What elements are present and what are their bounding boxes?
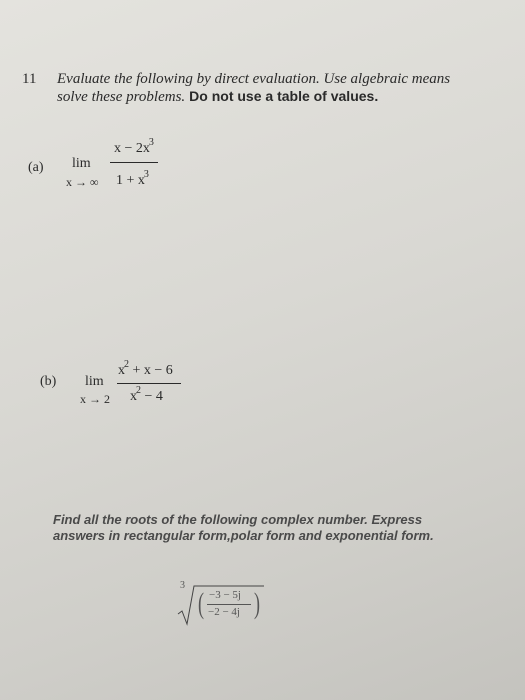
root-index: 3 bbox=[180, 580, 185, 591]
part-b-numerator-rest: + x − 6 bbox=[129, 363, 173, 378]
part-a-lim: lim bbox=[72, 156, 91, 171]
part-b-numerator bbox=[118, 359, 173, 379]
part-b-lim: lim bbox=[85, 374, 104, 389]
instruction-line-1: Evaluate the following by direct evaluation. Use algebraic means bbox=[57, 71, 451, 87]
part-b-fraction-bar bbox=[117, 383, 181, 384]
complex-denominator: −2 − 4j bbox=[208, 606, 240, 618]
complex-instruction-line-1: Find all the roots of the following complex number. Express bbox=[53, 512, 423, 527]
part-b-approach: x → 2 bbox=[80, 392, 110, 406]
part-b-denominator-exp: 2 bbox=[136, 385, 141, 396]
part-a-approach: x → ∞ bbox=[66, 175, 99, 189]
part-a-numerator-text: x − 2x bbox=[114, 141, 150, 156]
part-a-denominator-text: 1 + x bbox=[116, 173, 145, 188]
instruction-line-2: solve these problems. bbox=[57, 89, 186, 105]
part-b-denominator-rest: − 4 bbox=[141, 389, 163, 404]
instruction-line-2-row bbox=[57, 88, 378, 106]
instruction-bold-warning: Do not use a table of values. bbox=[189, 88, 379, 104]
complex-fraction-bar bbox=[207, 604, 251, 605]
complex-instruction-line-2: answers in rectangular form,polar form and exponential form. bbox=[53, 528, 434, 543]
part-a-fraction-bar bbox=[110, 162, 158, 163]
part-b-denominator bbox=[130, 385, 163, 405]
part-b-numerator-exp: 2 bbox=[124, 359, 129, 370]
right-paren: ) bbox=[254, 587, 260, 620]
part-a-numerator-exp: 3 bbox=[148, 137, 154, 148]
part-a-denominator bbox=[116, 169, 149, 189]
complex-numerator: −3 − 5j bbox=[209, 589, 241, 601]
part-a-numerator bbox=[114, 137, 154, 157]
cube-root-expression bbox=[172, 578, 272, 628]
part-b-denominator-base: x bbox=[130, 389, 137, 404]
part-a-denominator-exp: 3 bbox=[143, 169, 149, 180]
left-paren: ( bbox=[198, 587, 204, 620]
question-number: 11 bbox=[22, 71, 37, 87]
part-b-label: (b) bbox=[40, 374, 57, 389]
part-a-label: (a) bbox=[28, 160, 44, 175]
part-b-numerator-base: x bbox=[118, 363, 125, 378]
